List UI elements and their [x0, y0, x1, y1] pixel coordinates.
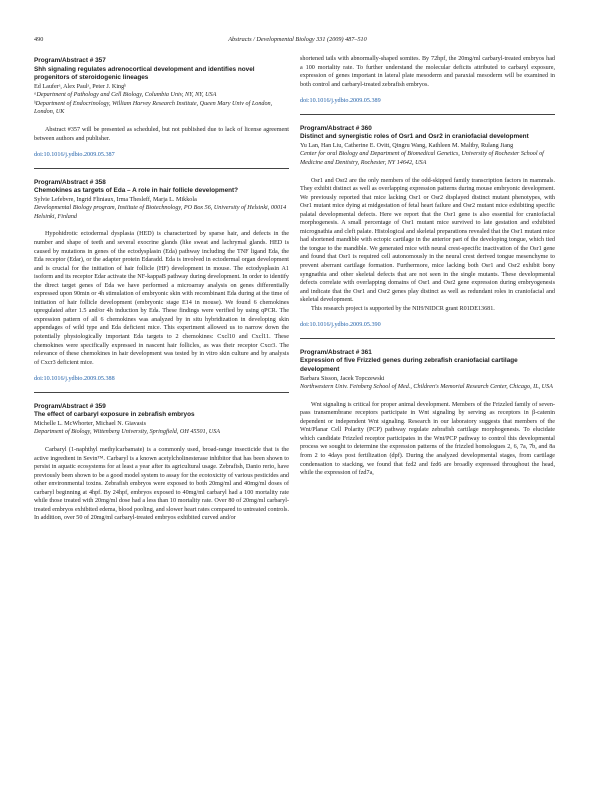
- abstract-body: Abstract #357 will be presented as scheduled, but not published due to lack of license agreement between authors and publisher.: [34, 126, 289, 142]
- abstract-title: Expression of five Frizzled genes during zebrafish craniofacial cartilage development: [300, 357, 518, 374]
- section-divider: [34, 168, 289, 169]
- abstract: [34, 403, 289, 523]
- section-divider: [300, 338, 555, 339]
- abstract-label: Program/Abstract # 357: [34, 57, 106, 64]
- abstract: [34, 57, 289, 160]
- page-number: 490: [34, 36, 44, 43]
- abstract: [300, 125, 555, 330]
- abstract-authors: Yu Lan, Han Liu, Catherine E. Ovitt, Qingru Wang, Kathleen M. Maltby, Rulang Jiang: [300, 142, 514, 149]
- abstract-authors: Ed Lauferᵃ, Alex Paulᵃ, Peter J. Kingᵇ: [34, 83, 127, 90]
- abstract-title: Chemokines as targets of Eda – A role in hair follicle development?: [34, 187, 239, 195]
- doi-line: [300, 97, 555, 106]
- abstract-label: Program/Abstract # 360: [300, 124, 372, 132]
- abstract-body: Carbaryl (1-naphthyl methylcarbamate) is a commonly used, broad-range insecticide that is the active ingredient in Sevin™. Carbaryl is a known acetylcholinesterase inhibitor that has been shown to persist in aquatic ecosystems for at least a year after its agricultural usage. Zebrafish, Danio rerio, have previously been shown to be a good model system to assay for the ecotoxicity of various pesticides and other environmental toxins. Zebrafish embryos were exposed to both 20mg/ml and 40mg/ml doses of carbaryl beginning at 4hpf. By 24hpf, embryos exposed to 40mg/ml carbaryl had a 100 mortality rate while those treated with 20mg/ml dose had a less than 10 mortality rate. Over 80 of 20mg/ml carbaryl-treated embryos exhibited edema, blood pooling, and slower heart rates compared to untreated controls. In addition, over 50 of 20mg/ml carbaryl-treated embryos exhibited curved and/or: [34, 447, 289, 522]
- journal-citation: Abstracts / Developmental Biology 331 (2009) 487–510: [228, 36, 367, 43]
- abstract-authors: Barbara Sisson, Jacek Topczewski: [300, 375, 385, 382]
- abstract: [34, 179, 289, 384]
- abstract-label: Program/Abstract # 361: [300, 348, 372, 356]
- section-divider: [300, 114, 555, 115]
- doi-line: [34, 375, 289, 384]
- abstract: [300, 349, 555, 478]
- section-divider: [34, 392, 289, 393]
- abstract-label: Program/Abstract # 359: [34, 402, 106, 410]
- left-column: [34, 55, 289, 523]
- right-column: [300, 55, 555, 478]
- abstract-body: Hypohidrotic ectodermal dysplasia (HED) is characterized by sparse hair, and defects in the number and shape of teeth and several exocrine glands (like sweat and lachrymal glands. HED is caused by mutations in genes of the ectodysplasin (Eda) pathway including the TNF ligand Eda, the Eda receptor (Edar), or the adapter protein Edaradd. Eda is involved in ectodermal organ development and is crucial for the initiation of hair follicle (HF) development in mouse. The ectodysplasin A1 isoform and its receptor Edar activate the NF-kappaB pathway during development. In order to identify the direct target genes of Eda we have performed a microarray analysis on genes differentially expressed upon 90min or 4h stimulation of embryonic skin with recombinant Eda during at the time of initiation of hair follicle development (embryonic stage E14 in mouse). We found 6 chemokines upregulated after 1.5 and/or 4h induction by Eda. These findings were verified by using qPCR. The expression pattern of all 6 chemokines was analyzed by in situ hybridization in developing skin appendages of wild type and Eda deficient mice. This experiment allowed us to narrow down the potentially physiologically important Eda targets to 2 chemokines: Cxcl10 and Cxcl11. These chemokines were specifically expressed in nascent hair follicles, as was their receptor Cxcr3. The relevance of these chemokines in hair development was tested by in vitro skin culture and by analysis of Cxcr3 deficient mice.: [34, 231, 289, 366]
- abstract-title: Distinct and synergistic roles of Osr1 and Osr2 in craniofacial development: [300, 133, 529, 141]
- abstract-body: Osr1 and Osr2 are the only members of the odd-skipped family transcription factors in mammals. They exhibit distinct as well as overlapping expression patterns during mouse embryonic development. We previously reported that mice lacking Osr1 or Osr2 displayed distinct mutant phenotypes, with Osr1 mutant mice dying at midgestation of fetal heart failure and Osr2 mutant mice exhibiting specific palatal developmental defects. Here we report that the Osr1 gene is also essential for craniofacial morphogenesis. A small percentage of Osr1 mutant mice survived to late gestation and exhibited micrognathia and cleft palate. Histological and skeletal preparations revealed that the Osr1 mutant mice had shortened mandible with ectopic cartilage in the anterior part of the developing tongue, which tied the tongue to the mandible. We generated mice with neural crest-specific inactivation of the Osr1 gene and found that Osr1 is required cell autonomously in the neural crest derived tongue mesenchyme to prevent aberrant cartilage formation. Furthermore, mice lacking both Osr1 and Osr2 exhibit bony syngnathia and other skeletal defects that are not seen in the single mutants. These developmental defects correlate with overlapping domains of Osr1 and Osr2 gene expression during embryogenesis and indicate that the Osr1 and Osr2 genes play distinct as well as redundant roles in craniofacial and skeletal development.: [300, 177, 555, 304]
- doi-link[interactable]: doi:10.1016/j.ydbio.2009.05.389: [300, 98, 381, 105]
- doi-line: [34, 151, 289, 160]
- abstract-authors: Michelle L. McWhorter, Michael N. Giavasis: [34, 420, 146, 427]
- abstract-title: Shh signaling regulates adrenocortical development and identifies novel progenitors of steroidogenic lineages: [34, 65, 255, 82]
- abstract-affiliation: Northwestern Univ. Feinberg School of Med., Children's Memorial Research Center, Chicago, IL, USA: [300, 384, 553, 391]
- abstract-body: Wnt signaling is critical for proper animal development. Members of the Frizzled family of seven-pass transmembrane receptors participate in Wnt signaling by serving as receptors in β-catenin dependent or independent Wnt signaling. Research in our laboratory suggests that members of the Wnt/Planar Cell Polarity (PCP) pathway regulate zebrafish cartilage morphogenesis. To elucidate which candidate Frizzled receptor participates in the Wnt/PCP pathway to control this developmental process we sought to determine the expression patterns of the frizzled homologues 2, 6, 7a, 7b, and 8a from 2 to 4days post fertilization (dpf). During the analyzed developmental stages, from cartilage condensation to stacking, we found that fzd2 and fzd6 are broadly expressed throughout the head, while the expression of fzd7a,: [300, 401, 555, 477]
- running-header: [34, 36, 561, 46]
- abstract: [300, 55, 555, 106]
- abstract-body: shortened tails with abnormally-shaped somites. By 72hpf, the 20mg/ml carbaryl-treated embryos had a 100 mortality rate. To further understand the molecular deficits attributed to carbaryl exposure, expression of genes important in lateral plate mesoderm and paraxial mesoderm will be examined in both control and carbaryl-treated zebrafish embryos.: [300, 56, 555, 88]
- abstract-body: This research project is supported by the NIH/NIDCR grant R01DE13681.: [311, 305, 495, 312]
- doi-line: [300, 321, 555, 330]
- doi-link[interactable]: doi:10.1016/j.ydbio.2009.05.387: [34, 152, 115, 159]
- abstract-affiliation: Developmental Biology program, Institute of Biotechnology, PO Box 56, University of Helsinki, 00014 Helsinki, Finland: [34, 205, 287, 220]
- abstract-label: Program/Abstract # 358: [34, 178, 106, 186]
- abstract-title: The effect of carbaryl exposure in zebrafish embryos: [34, 411, 195, 419]
- doi-link[interactable]: doi:10.1016/j.ydbio.2009.05.390: [300, 322, 381, 329]
- abstract-authors: Sylvie Lefebvre, Ingrid Fliniaux, Irma Thesleff, Marja L. Mikkola: [34, 196, 197, 203]
- abstract-affiliation: ᵇDepartment of Endocrinology, William Harvey Research Institute, Queen Mary Univ of London, London, UK: [34, 100, 273, 116]
- abstract-affiliation: ᵃDepartment of Pathology and Cell Biology, Columbia Univ, NY, NY, USA: [34, 92, 217, 99]
- doi-link[interactable]: doi:10.1016/j.ydbio.2009.05.388: [34, 376, 115, 383]
- abstract-affiliation: Center for oral Biology and Department of Biomedical Genetics, University of Rochester School of Medicine and Dentistry, Rochester, NY 14642, USA: [300, 151, 544, 167]
- abstract-affiliation: Department of Biology, Wittenberg University, Springfield, OH 45501, USA: [34, 429, 221, 436]
